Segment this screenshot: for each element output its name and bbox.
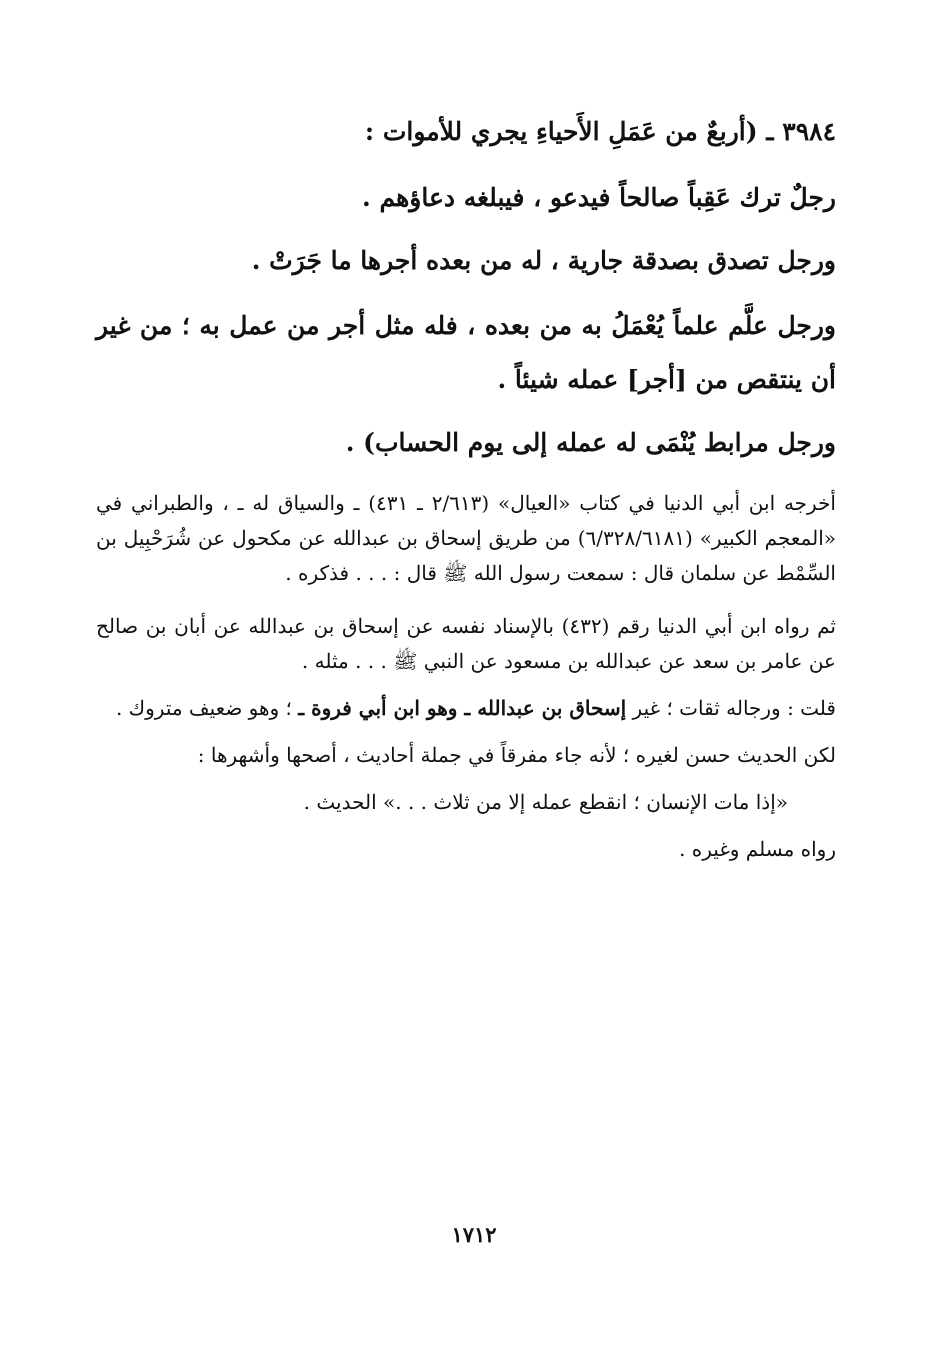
hadith-item: رجلٌ ترك عَقِباً صالحاً فيدعو ، فيبلغه دعاؤهم .	[362, 182, 836, 212]
hadith-item: ورجل مرابط يُنْمَى له عمله إلى يوم الحساب) .	[345, 427, 836, 457]
grading-text-end: ؛ وهو ضعيف متروك .	[115, 696, 299, 720]
hasan-paragraph: لكن الحديث حسن لغيره ؛ لأنه جاء مفرقاً في جملة أحاديث ، أصحها وأشهرها :	[197, 743, 836, 767]
hadith-item: ورجل علَّم علماً يُعْمَلُ به من بعده ، فله مثل أجر من عمل به ؛ من غير أن ينتقص من [أجر] عمله شيئاً .	[96, 310, 836, 394]
grading-text-start: قلت : ورجاله ثقات ؛ غير	[626, 696, 836, 720]
source-line: رواه مسلم وغيره .	[679, 837, 836, 861]
takhrij-paragraph: أخرجه ابن أبي الدنيا في كتاب «العيال» (٢/٦١٣ ـ ٤٣١) ـ والسياق له ـ ، والطبراني في «المعجم الكبير» (٦/٣٢٨/٦١٨١) من طريق إسحاق بن عبدالله عن مكحول عن شُرَحْبِيل بن السِّمْط عن سلمان قال : سمعت رسول الله ﷺ قال : . . . فذكره .	[96, 491, 836, 585]
commentary	[96, 486, 836, 867]
hadith-text	[96, 118, 836, 456]
page-body	[96, 118, 836, 885]
quoted-hadith: «إذا مات الإنسان ؛ انقطع عمله إلا من ثلاث . . .» الحديث .	[303, 790, 788, 814]
page-number: ١٧١٢	[451, 1222, 497, 1247]
second-chain-paragraph: ثم رواه ابن أبي الدنيا رقم (٤٣٢) بالإسناد نفسه عن إسحاق بن عبدالله عن أبان بن صالح عن عامر بن سعد عن عبدالله بن مسعود عن النبي ﷺ . . . مثله .	[96, 614, 836, 673]
hadith-item: ورجل تصدق بصدقة جارية ، له من بعده أجرها ما جَرَتْ .	[251, 246, 836, 275]
narrator-name: إسحاق بن عبدالله ـ وهو ابن أبي فروة ـ	[298, 696, 627, 720]
hadith-title: ٣٩٨٤ ـ (أربعٌ من عَمَلِ الأَحياءِ يجري للأموات :	[364, 117, 836, 146]
grading-paragraph	[96, 691, 836, 726]
